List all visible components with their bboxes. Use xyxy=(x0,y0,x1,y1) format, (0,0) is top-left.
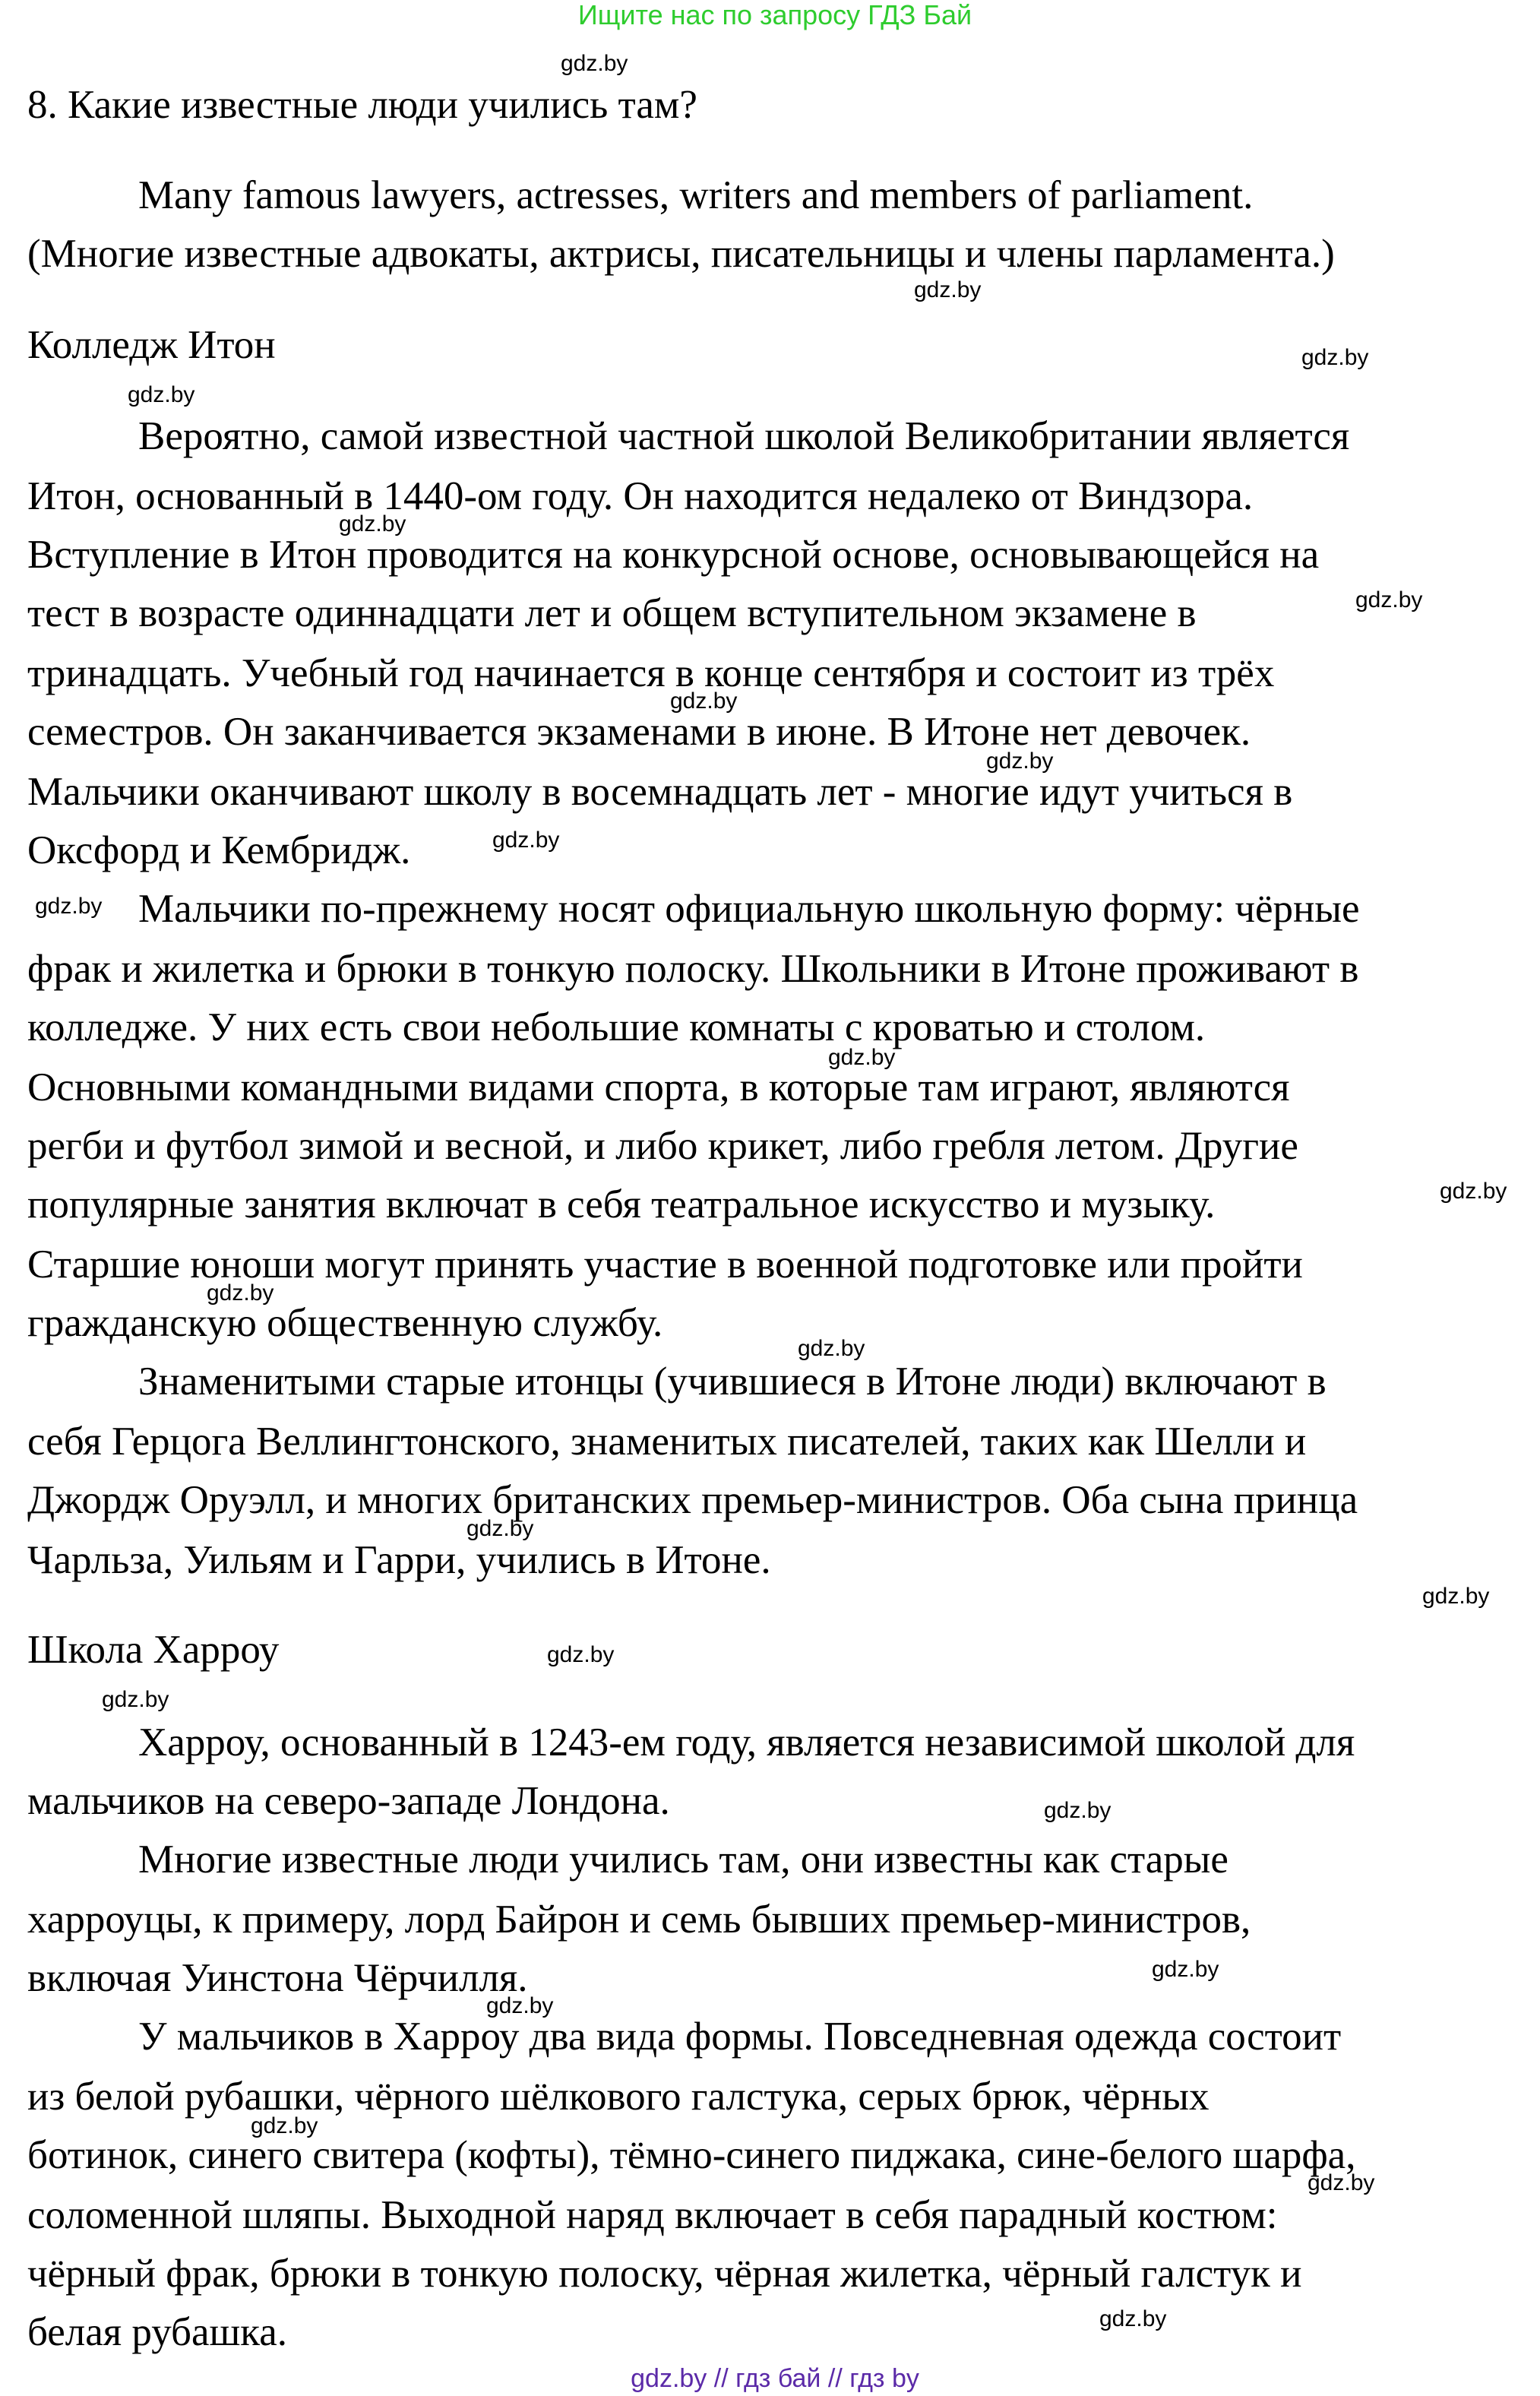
footer-banner-link[interactable]: gdz.by // гдз бай // гдз by xyxy=(631,2364,919,2393)
watermark: gdz.by xyxy=(670,688,738,714)
watermark: gdz.by xyxy=(1422,1584,1490,1609)
watermark: gdz.by xyxy=(1044,1798,1112,1823)
watermark: gdz.by xyxy=(1152,1957,1219,1982)
watermark: gdz.by xyxy=(828,1045,896,1070)
text-line: У мальчиков в Харроу два вида формы. Повседневная одежда состоит xyxy=(138,2015,1342,2059)
text-line: Мальчики по-прежнему носят официальную школьную форму: чёрные xyxy=(138,887,1360,931)
watermark: gdz.by xyxy=(251,2113,318,2138)
question-heading: 8. Какие известные люди учились там? xyxy=(27,83,697,127)
watermark: gdz.by xyxy=(492,828,560,853)
text-line: Харроу, основанный в 1243-ем году, является независимой школой для xyxy=(138,1720,1355,1765)
text-line: харроуцы, к примеру, лорд Байрон и семь бывших премьер-министров, xyxy=(27,1897,1251,1942)
text-line: популярные занятия включат в себя театральное искусство и музыку. xyxy=(27,1182,1216,1226)
text-line: тест в возрасте одиннадцати лет и общем вступительном экзамене в xyxy=(27,591,1197,635)
watermark: gdz.by xyxy=(207,1280,274,1306)
text-line: регби и футбол зимой и весной, и либо крикет, либо гребля летом. Другие xyxy=(27,1124,1298,1168)
watermark: gdz.by xyxy=(986,749,1054,774)
watermark: gdz.by xyxy=(1099,2306,1167,2331)
text-line: Основными командными видами спорта, в которые там играют, являются xyxy=(27,1065,1290,1109)
watermark: gdz.by xyxy=(339,511,406,536)
watermark: gdz.by xyxy=(35,894,103,919)
text-line: Оксфорд и Кембридж. xyxy=(27,828,411,872)
text-line: соломенной шляпы. Выходной наряд включает в себя парадный костюм: xyxy=(27,2193,1278,2237)
watermark: gdz.by xyxy=(547,1642,615,1667)
text-line: себя Герцога Веллингтонского, знаменитых писателей, таких как Шелли и xyxy=(27,1420,1307,1464)
section-heading-eton: Колледж Итон xyxy=(27,323,276,367)
text-line: Джордж Оруэлл, и многих британских премьер-министров. Оба сына принца xyxy=(27,1478,1358,1522)
text-line: семестров. Он заканчивается экзаменами в июне. В Итоне нет девочек. xyxy=(27,710,1251,754)
watermark: gdz.by xyxy=(128,382,195,407)
text-line: из белой рубашки, чёрного шёлкового галстука, серых брюк, чёрных xyxy=(27,2075,1210,2119)
text-line: Мальчики оканчивают школу в восемнадцать лет - многие идут учиться в xyxy=(27,770,1293,814)
section-heading-harrow: Школа Харроу xyxy=(27,1628,280,1672)
text-line: гражданскую общественную службу. xyxy=(27,1301,663,1345)
text-line: Чарльза, Уильям и Гарри, учились в Итоне. xyxy=(27,1538,771,1582)
text-line: Старшие юноши могут принять участие в военной подготовке или пройти xyxy=(27,1242,1303,1287)
text-line: Вероятно, самой известной частной школой Великобритании является xyxy=(138,414,1350,458)
watermark: gdz.by xyxy=(561,51,628,76)
watermark: gdz.by xyxy=(1440,1179,1507,1204)
text-line: Итон, основанный в 1440-ом году. Он находится недалеко от Виндзора. xyxy=(27,474,1254,518)
text-line: тринадцать. Учебный год начинается в конце сентября и состоит из трёх xyxy=(27,651,1275,695)
watermark: gdz.by xyxy=(102,1687,169,1712)
text-line: ботинок, синего свитера (кофты), тёмно-синего пиджака, сине-белого шарфа, xyxy=(27,2133,1356,2177)
watermark: gdz.by xyxy=(466,1516,534,1541)
watermark: gdz.by xyxy=(1308,2170,1375,2195)
text-line: белая рубашка. xyxy=(27,2310,288,2354)
text-line: включая Уинстона Чёрчилля. xyxy=(27,1956,528,2000)
text-line: мальчиков на северо-западе Лондона. xyxy=(27,1779,670,1823)
watermark: gdz.by xyxy=(486,1993,554,2018)
watermark: gdz.by xyxy=(914,277,982,302)
text-line: фрак и жилетка и брюки в тонкую полоску. Школьники в Итоне проживают в xyxy=(27,947,1359,991)
answer-russian: (Многие известные адвокаты, актрисы, писательницы и члены парламента.) xyxy=(27,232,1335,276)
watermark: gdz.by xyxy=(1355,587,1423,612)
text-line: чёрный фрак, брюки в тонкую полоску, чёрная жилетка, чёрный галстук и xyxy=(27,2252,1302,2296)
header-banner-link[interactable]: Ищите нас по запросу ГДЗ Бай xyxy=(577,0,972,30)
watermark: gdz.by xyxy=(1301,345,1369,370)
text-line: колледже. У них есть свои небольшие комнаты с кроватью и столом. xyxy=(27,1005,1206,1049)
text-line: Многие известные люди учились там, они известны как старые xyxy=(138,1837,1229,1882)
watermark: gdz.by xyxy=(798,1336,865,1361)
answer-english: Many famous lawyers, actresses, writers and members of parliament. xyxy=(138,173,1254,217)
text-line: Вступление в Итон проводится на конкурсной основе, основывающейся на xyxy=(27,533,1320,577)
text-line: Знаменитыми старые итонцы (учившиеся в Итоне люди) включают в xyxy=(138,1359,1327,1404)
